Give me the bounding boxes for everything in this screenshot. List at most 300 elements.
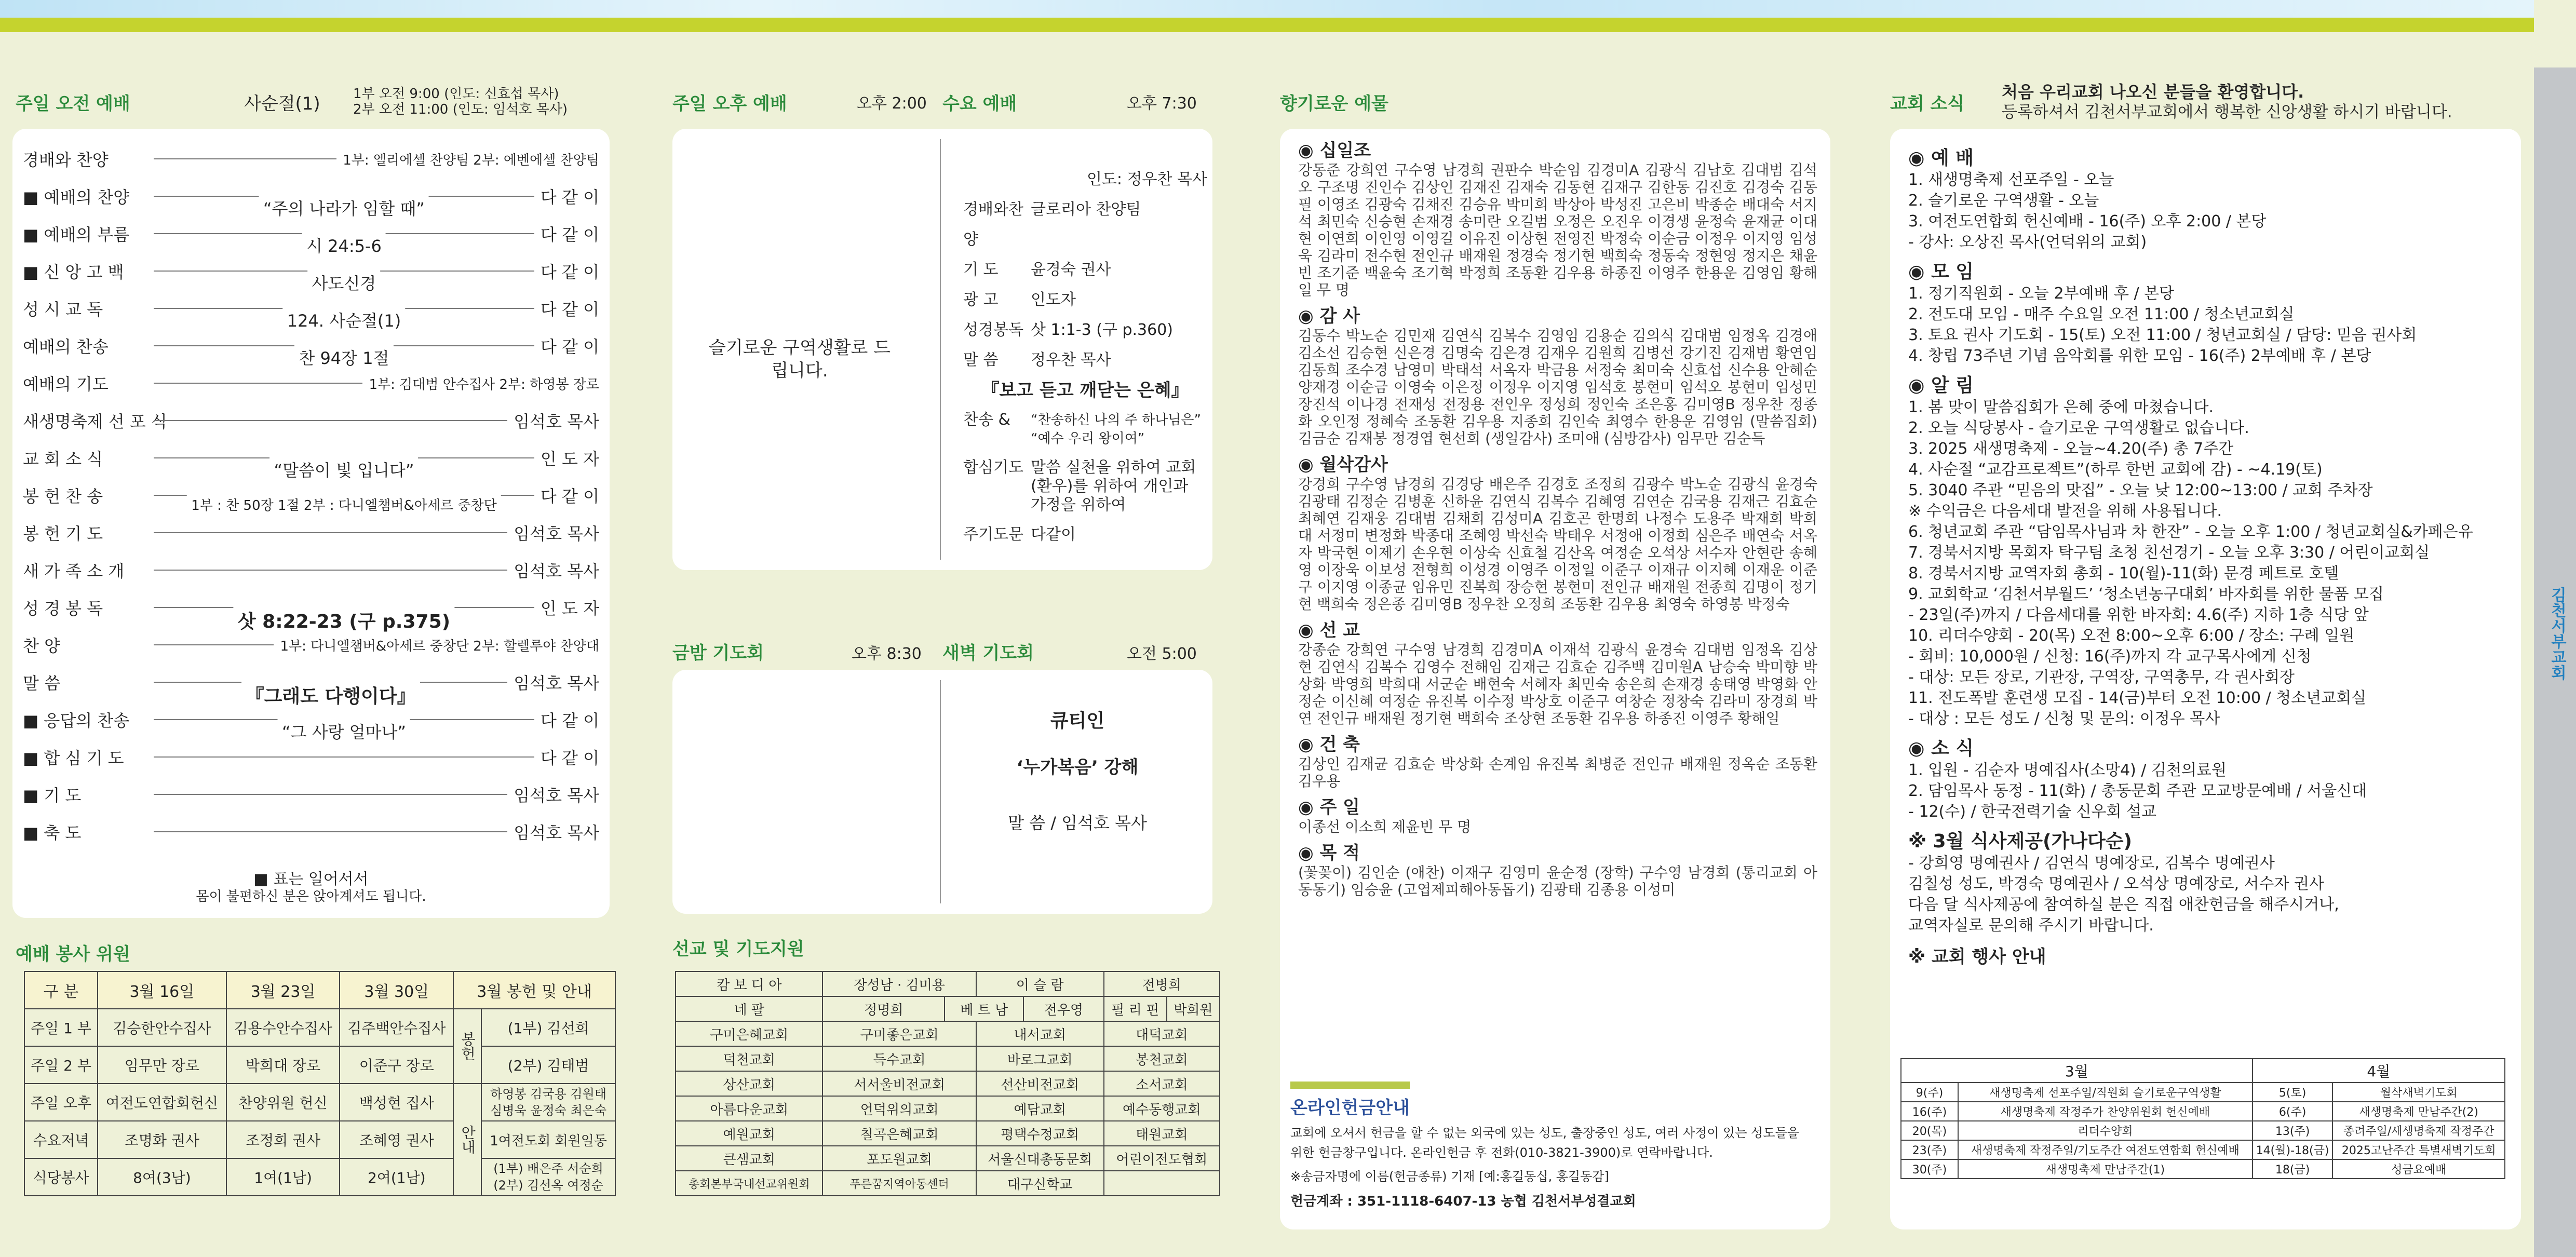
order-label: ■ 신 앙 고 백: [23, 262, 124, 282]
order-label: 봉 헌 기 도: [23, 524, 103, 544]
order-leader-line: [154, 570, 507, 571]
supported-church: 상산교회: [676, 1071, 822, 1096]
news-item: 11. 전도폭발 훈련생 모집 - 14(금)부터 오전 10:00 / 청소년교회실: [1908, 689, 2367, 707]
order-of-worship-card: [12, 129, 610, 918]
wed-hymn-label: 찬송 &: [963, 411, 1010, 429]
event-desc: 새생명축제 작정주가 찬양위원회 헌신예배: [1958, 1102, 2253, 1121]
event-desc: 새생명축제 만남주간(2): [2332, 1102, 2505, 1121]
wed-order-value: 글로리아 찬양팀: [1031, 200, 1141, 219]
servers-cell: 조명화 권사: [98, 1121, 226, 1158]
news-item: - 대상: 모든 장로, 기관장, 구역장, 구역총무, 각 권사회장: [1908, 668, 2295, 686]
supported-church: 서울신대총동문회: [976, 1146, 1104, 1171]
order-leader-line: [154, 420, 507, 421]
servers-header: 3월 30일: [340, 971, 453, 1009]
online-title: 온라인헌금안내: [1290, 1098, 1410, 1118]
order-label: ■ 응답의 찬송: [23, 711, 130, 731]
news-item: 1. 봄 맞이 말씀집회가 은혜 중에 마쳤습니다.: [1908, 398, 2214, 416]
worship-order-row: [23, 327, 599, 368]
church-row: [676, 1046, 1220, 1071]
supported-church: 포도원교회: [822, 1146, 976, 1171]
wed-order-value: 삿 1:1-3 (구 p.360): [1031, 321, 1174, 339]
dawn-time: 오전 5:00: [1127, 645, 1197, 663]
news-item: 2. 전도대 모임 - 매주 수요일 오전 11:00 / 청소년교회실: [1908, 305, 2295, 323]
wednesday-title: 수요 예배: [942, 93, 1017, 114]
order-label: 새생명축제 선 포 식: [23, 412, 167, 431]
order-leader-line: [154, 831, 507, 832]
guide-cell: 하영봉 김국용 김원태 심병욱 윤정숙 최은숙: [481, 1084, 615, 1121]
wed-order-label: 성경봉독: [963, 321, 1023, 339]
order-leader-line: [154, 532, 507, 533]
news-item: 1. 새생명축제 선포주일 - 오늘: [1908, 171, 2114, 189]
offering-card: [1280, 129, 1830, 1229]
servers-cell: 임무만 장로: [98, 1046, 226, 1084]
order-label: 성 경 봉 독: [23, 599, 103, 618]
event-date: 14(월)-18(금): [2253, 1140, 2333, 1159]
order-presider: 다 같 이: [540, 748, 599, 768]
news-item: 10. 리더수양회 - 20(목) 오전 8:00~오후 6:00 / 장소: 구례 일원: [1908, 627, 2355, 645]
side-tab: [2534, 67, 2576, 1257]
annae-label: 안내: [453, 1084, 481, 1196]
news-item: 9. 교회학교 ‘김천서부월드’ ‘청소년농구대회’ 바자회를 위한 물품 모집: [1908, 585, 2384, 603]
order-presider: 인 도 자: [540, 449, 599, 469]
servers-table: [24, 971, 616, 1196]
event-row: [1901, 1083, 2505, 1102]
worship-order-row: [23, 439, 599, 480]
event-row: [1901, 1121, 2505, 1140]
order-leader-line: [154, 271, 534, 293]
order-content: 124. 사순절(1): [283, 308, 406, 332]
event-date: 16(주): [1901, 1102, 1958, 1121]
news-item: 3. 2025 새생명축제 - 오늘~4.20(주) 총 7주간: [1908, 440, 2234, 458]
order-label: ■ 축 도: [23, 823, 82, 843]
missions-table: [675, 971, 1220, 1196]
mission-country: 네 팔: [676, 996, 822, 1021]
event-desc: 성금요예배: [2332, 1159, 2505, 1179]
service-time-1: 1부 오전 9:00 (인도: 신효섭 목사): [353, 86, 559, 102]
events-table: [1900, 1058, 2505, 1179]
supported-church: 태원교회: [1104, 1121, 1220, 1146]
order-presider: 다 같 이: [540, 187, 599, 207]
order-leader-line: [154, 345, 534, 368]
dawn-series: ‘누가복음’ 강해: [1016, 757, 1139, 778]
guide-cell: (1부) 배은주 서순희 (2부) 김선옥 여정순: [481, 1158, 615, 1196]
order-leader-line: [154, 196, 534, 219]
wednesday-time: 오후 7:30: [1127, 94, 1197, 113]
wednesday-order: [963, 141, 1207, 550]
season-label: 사순절(1): [244, 93, 320, 114]
servers-cell: 2여(1남): [340, 1158, 453, 1196]
sky-banner: [0, 0, 2534, 18]
servers-title: 예배 봉사 위원: [16, 944, 130, 965]
order-label: ■ 예배의 찬양: [23, 187, 130, 207]
worship-order-row: [23, 626, 599, 664]
welcome-1: 처음 우리교회 나오신 분들을 환영합니다.: [2002, 82, 2304, 102]
news-item: - 회비: 10,000원 / 신청: 16(주)까지 각 교구목사에게 신청: [1908, 647, 2312, 666]
worship-order-row: [23, 589, 599, 632]
news-item: 2. 담임목사 동정 - 11(화) / 총동문회 주관 모교방문예배 / 서울신대: [1908, 782, 2367, 800]
servers-cell: 식당봉사: [24, 1158, 98, 1196]
servers-cell: 조정희 권사: [226, 1121, 340, 1158]
order-presider: 임석호 목사: [514, 524, 599, 544]
order-label: ■ 기 도: [23, 786, 82, 805]
worship-order-row: [23, 477, 599, 514]
servers-header: 3월 16일: [98, 971, 226, 1009]
servers-header: 3월 23일: [226, 971, 340, 1009]
event-row: [1901, 1159, 2505, 1179]
news-item: - 강희영 명예권사 / 김연식 명예장로, 김복수 명예권사: [1908, 854, 2275, 872]
order-content: 찬 94장 1절: [294, 345, 393, 369]
church-row: [676, 1121, 1220, 1146]
supported-church: 대구신학교: [976, 1171, 1104, 1196]
online-accent: [1290, 1082, 1410, 1089]
events-title: ※ 교회 행사 안내: [1908, 947, 2046, 967]
order-label: 교 회 소 식: [23, 449, 103, 469]
news-item: 2. 오늘 식당봉사 - 슬기로운 구역생활로 없습니다.: [1908, 419, 2249, 437]
event-row: [1901, 1140, 2505, 1159]
worship-order-row: [23, 776, 599, 813]
order-presider: 임석호 목사: [514, 561, 599, 581]
wed-order-row: [963, 345, 1207, 375]
order-leader-line: [154, 383, 362, 384]
supported-church: 구미좋은교회: [822, 1021, 976, 1046]
supported-church: 언덕위의교회: [822, 1096, 976, 1121]
event-date: 5(토): [2253, 1083, 2333, 1102]
offering-names: 이종선 이소희 제윤빈 무 명: [1298, 818, 1472, 835]
order-label: 경배와 찬양: [23, 150, 109, 170]
order-content: 시 24:5-6: [302, 233, 386, 257]
order-content: “말씀이 빛 입니다”: [270, 457, 419, 481]
servers-cell: 주일 1 부: [24, 1009, 98, 1046]
event-date: 30(주): [1901, 1159, 1958, 1179]
online-text: 교회에 오셔서 헌금을 할 수 없는 외국에 있는 성도, 출장중인 성도, 여러 사정이 있는 성도들을 위한 헌금창구입니다. 온라인헌금 후 전화(010-3821-3900)로 연락바랍니다.: [1290, 1126, 1799, 1160]
wed-order-value: 정우찬 목사: [1031, 351, 1111, 369]
events-month: 3월: [1901, 1059, 2253, 1083]
supported-church: 평택수정교회: [976, 1121, 1104, 1146]
mission-country: 필 리 핀: [1104, 996, 1167, 1021]
standing-note-sub: 몸이 불편하신 분은 앉아계셔도 됩니다.: [196, 889, 426, 904]
afternoon-title: 주일 오후 예배: [672, 93, 787, 114]
order-presider: 1부: 김대범 안수집사 2부: 하영봉 장로: [369, 376, 599, 393]
supported-church: 득수교회: [822, 1046, 976, 1071]
worship-order-row: [23, 215, 599, 256]
news-item: 김칠성 성도, 박경숙 명예권사 / 오석상 명예장로, 서수자 권사: [1908, 875, 2324, 893]
order-presider: 다 같 이: [540, 337, 599, 357]
guide-cell: 1여전도회 회원일동: [481, 1121, 615, 1158]
wed-order-label: 경배와찬양: [963, 200, 1023, 249]
news-item: - 대상 : 모든 성도 / 신청 및 문의: 이정우 목사: [1908, 710, 2220, 728]
order-leader-line: [154, 719, 534, 742]
event-desc: 새생명축제 만남주간(1): [1958, 1159, 2253, 1179]
order-leader-line: [154, 756, 534, 758]
event-date: 9(주): [1901, 1083, 1958, 1102]
order-presider: 다 같 이: [540, 225, 599, 245]
order-label: 말 씀: [23, 673, 60, 693]
wed-pray-label: 합심기도: [963, 458, 1023, 477]
servers-cell: 조혜영 권사: [340, 1121, 453, 1158]
order-leader-line: [154, 308, 534, 331]
supported-church: 소서교회: [1104, 1071, 1220, 1096]
event-desc: 종려주일/새생명축제 작정주간: [2332, 1121, 2505, 1140]
mission-country: 베 트 남: [945, 996, 1023, 1021]
order-leader-line: [154, 794, 507, 795]
order-leader-line: [154, 457, 534, 480]
offering-group-title: ◉ 목 적: [1298, 843, 1360, 863]
news-item: 6. 청년교회 주관 “담임목사님과 차 한잔” - 오늘 오후 1:00 / 청년교회실&카페은유: [1908, 523, 2473, 541]
order-presider: 다 같 이: [540, 486, 599, 506]
mission-people: 박희원: [1167, 996, 1220, 1021]
supported-church: 대덕교회: [1104, 1021, 1220, 1046]
missions-title: 선교 및 기도지원: [672, 939, 804, 959]
order-label: ■ 예배의 부름: [23, 225, 130, 245]
order-leader-line: [154, 682, 507, 707]
worship-order-row: [23, 738, 599, 776]
offering-group-title: ◉ 감 사: [1298, 306, 1360, 327]
servers-cell: 주일 2 부: [24, 1046, 98, 1084]
order-presider: 1부: 엘리에셀 찬양팀 2부: 에벤에셀 찬양팀: [343, 152, 599, 168]
news-item: 1. 정기직원회 - 오늘 2부예배 후 / 본당: [1908, 285, 2175, 303]
bong-label: 봉헌: [453, 1009, 481, 1084]
news-title: 교회 소식: [1890, 93, 1965, 114]
offering-group-title: ◉ 건 축: [1298, 734, 1360, 755]
order-label: 예배의 찬송: [23, 337, 109, 357]
church-row: [676, 1171, 1220, 1196]
news-section-title: ◉ 예 배: [1908, 147, 1974, 169]
wed-order-label: 기 도: [963, 261, 999, 279]
order-label: 봉 헌 찬 송: [23, 486, 103, 506]
order-content: 1부 : 찬 50장 1절 2부 : 다니엘챔버&아세르 중창단: [187, 495, 501, 514]
event-row: [1901, 1102, 2505, 1121]
worship-order-row: [23, 813, 599, 850]
mission-people: 전우영: [1023, 996, 1103, 1021]
news-item: 4. 사순절 “교감프로젝트”(하루 한번 교회에 감) - ~4.19(토): [1908, 461, 2323, 479]
supported-church: 아름다운교회: [676, 1096, 822, 1121]
order-presider: 다 같 이: [540, 262, 599, 282]
church-row: [676, 1096, 1220, 1121]
afternoon-wednesday-card: [672, 129, 1212, 570]
worship-order-row: [23, 701, 599, 742]
event-desc: 새생명축제 작정주일/기도주간 여전도연합회 헌신예배: [1958, 1140, 2253, 1159]
church-name-vertical: 김천서부교회: [2548, 587, 2566, 680]
supported-church: 구미은혜교회: [676, 1021, 822, 1046]
servers-cell: 찬양위원 헌신: [226, 1084, 340, 1121]
order-content: “주의 나라가 임할 때”: [259, 196, 429, 220]
wed-order-row: [963, 195, 1207, 255]
offering-group-title: ◉ 주 일: [1298, 797, 1360, 818]
news-card: [1890, 129, 2521, 1229]
news-item: 2. 슬기로운 구역생활 - 오늘: [1908, 192, 2099, 210]
event-date: 20(목): [1901, 1121, 1958, 1140]
offering-names: 강경희 구수영 남경희 김경당 배은주 김경호 조정희 김광수 박노순 김광식 윤경숙 김광태 김정순 김병훈 신하윤 김연식 김복수 김혜영 김연순 김국용 김재근 김효순 최혜연 김재웅 김대범 김채희 김성미A 김호곤 한명희 나정수 도용주 박재희 박희대 서정미 변정화 박종대 조혜영 박선숙 박태우 서정애 이정희 심은주 배연숙 서옥자 박국현 이제기 손우현 이상숙 신효철 김산옥 여정순 오석상 서수자 안현란 송혜영 이장욱 이보성 전형희 이성경 이영주 이정일 이준구 이재규 이지혜 이재운 이준구 이지영 이종균 임유민 진복희 장승현 봉현미 전인규 배재원 전종희 김명이 정기현 백희숙 정은종 김미영B 정우찬 오정희 조동환 김우용 최영숙 하영봉 박정숙: [1298, 476, 1817, 613]
wed-hymn: “찬송하신 나의 주 하나님은” “예수 우리 왕이여”: [1031, 412, 1202, 447]
event-desc: 2025고난주간 특별새벽기도회: [2332, 1140, 2505, 1159]
qt-label: 큐티인: [1050, 710, 1105, 732]
order-content: 삿 8:22-23 (구 p.375): [234, 607, 454, 633]
supported-church: 칠곡은혜교회: [822, 1121, 976, 1146]
supported-church: 총회본부국내선교위원회: [676, 1171, 822, 1196]
mission-country: 이 슬 람: [976, 971, 1104, 996]
order-leader-line: [154, 644, 274, 645]
order-content: 사도신경: [308, 271, 381, 294]
wed-order-row: [963, 255, 1207, 285]
wed-order-row: [963, 285, 1207, 315]
supported-church: 서서울비전교회: [822, 1071, 976, 1096]
offering-names: 김동수 박노순 김민재 김연식 김복수 김영임 김용순 김의식 김대범 임정옥 김경애 김소선 김승현 신은경 김명숙 김은경 김재우 김원희 김병선 강기진 김재범 황연임 김동희 조수경 남영미 박태석 서옥자 박금용 서정숙 최미숙 신효섭 신수용 안혜순 양재경 이순금 이영숙 이은정 이정우 이지영 임석호 봉현미 임석오 봉현미 임성민 장진석 이나경 전재성 전정용 전인우 정성희 정인숙 조은홍 김미영B 정우찬 정종화 오인정 정혜숙 조동환 김우용 지종희 김인숙 최영수 한용운 김영임 (말씀집회) 김금순 김재봉 정경엽 현선희 (생일감사) 조미애 (심방감사) 임무만 김순득: [1298, 327, 1817, 447]
friday-title: 금밤 기도회: [672, 643, 764, 664]
offering-group-title: ◉ 십일조: [1298, 140, 1371, 161]
servers-header: 구 분: [24, 971, 98, 1009]
supported-church: 예원교회: [676, 1121, 822, 1146]
welcome-2: 등록하셔서 김천서부교회에서 행복한 신앙생활 하시기 바랍니다.: [2002, 103, 2452, 121]
wed-order-value: 인도자: [1031, 291, 1076, 309]
supported-church: 큰샘교회: [676, 1146, 822, 1171]
order-leader-line: [154, 233, 534, 256]
mission-people: 장성남 · 김미용: [822, 971, 976, 996]
wed-pray: 말씀 실천을 위하여 교회(환우)를 위하여 개인과 가정을 위하여: [1031, 458, 1196, 514]
offering-names: (꽃꽂이) 김인순 (애찬) 이재구 김영미 윤순정 (장학) 구수영 남경희 (통리교회 아동동기) 임승윤 (고엽제피해아동돕기) 김광태 김종용 이성미: [1298, 864, 1817, 898]
order-presider: 다 같 이: [540, 711, 599, 731]
wed-leader: 인도: 정우찬 목사: [1086, 170, 1207, 188]
servers-cell: 백성현 집사: [340, 1084, 453, 1121]
news-item: ※ 수익금은 다음세대 발전을 위해 사용됩니다.: [1908, 502, 2222, 520]
event-date: 18(금): [2253, 1159, 2333, 1179]
supported-church: [1104, 1171, 1220, 1196]
order-presider: 인 도 자: [540, 599, 599, 618]
news-item: 3. 토요 권사 기도회 - 15(토) 오전 11:00 / 청년교회실 / 담당: 믿음 권사회: [1908, 326, 2417, 344]
worship-order-row: [23, 140, 599, 178]
church-row: [676, 1071, 1220, 1096]
servers-cell: 주일 오후: [24, 1084, 98, 1121]
news-item: 8. 경북서지방 교역자회 총회 - 10(월)-11(화) 문경 페트로 호텔: [1908, 564, 2339, 583]
friday-time: 오후 8:30: [852, 645, 922, 663]
afternoon-text: 슬기로운 구역생활로 드립니다.: [708, 337, 891, 381]
event-desc: 새생명축제 선포주일/직원회 슬기로운구역생활: [1958, 1083, 2253, 1102]
mission-people: 정명희: [822, 996, 945, 1021]
worship-order-row: [23, 664, 599, 707]
afternoon-time: 오후 2:00: [857, 94, 927, 113]
news-item: 5. 3040 주관 “믿음의 맛집” - 오늘 낮 12:00~13:00 / 교회 주차장: [1908, 481, 2373, 499]
standing-note: ■ 표는 일어서서: [253, 870, 369, 888]
news-item: 교역자실로 문의해 주시기 바랍니다.: [1908, 916, 2154, 935]
order-presider: 임석호 목사: [514, 412, 599, 431]
news-section-title: ◉ 알 림: [1908, 375, 1974, 396]
servers-cell: 1여(1남): [226, 1158, 340, 1196]
supported-church: 내서교회: [976, 1021, 1104, 1046]
news-item: - 12(수) / 한국전력기술 신우회 설교: [1908, 803, 2156, 821]
account-info: 헌금계좌 : 351-1118-6407-13 농협 김천서부성결교회: [1290, 1194, 1636, 1209]
news-section-title: ◉ 모 임: [1908, 261, 1974, 282]
servers-cell: 8여(3남): [98, 1158, 226, 1196]
servers-cell: 박희대 장로: [226, 1046, 340, 1084]
order-content: “그 사랑 얼마나”: [278, 719, 410, 743]
order-leader-line: [154, 158, 336, 159]
wed-order-label: 말 씀: [963, 351, 999, 369]
service-time-2: 2부 오전 11:00 (인도: 임석호 목사): [353, 102, 568, 117]
event-desc: 월삭새벽기도회: [2332, 1083, 2505, 1102]
prayer-card: [672, 670, 1212, 914]
news-item: 7. 경북서지방 목회자 탁구팀 초청 친선경기 - 오늘 오후 3:30 / 어린이교회실: [1908, 544, 2430, 562]
guide-cell: (1부) 김선희: [481, 1009, 615, 1046]
event-date: 23(주): [1901, 1140, 1958, 1159]
news-item: - 강사: 오상진 목사(언덕위의 교회): [1908, 233, 2147, 251]
offering-group-title: ◉ 월삭감사: [1298, 454, 1388, 475]
order-presider: 임석호 목사: [514, 786, 599, 805]
dawn-preacher: 말 씀 / 임석호 목사: [1008, 813, 1147, 833]
servers-header: 3월 봉헌 및 안내: [453, 971, 615, 1009]
order-label: 새 가 족 소 개: [23, 561, 125, 581]
servers-cell: 여전도연합회헌신: [98, 1084, 226, 1121]
offering-title: 향기로운 예물: [1280, 93, 1388, 114]
supported-church: 푸른꿈지역아동센터: [822, 1171, 976, 1196]
order-presider: 임석호 목사: [514, 673, 599, 693]
news-item: - 23일(주)까지 / 다음세대를 위한 바자회: 4.6(주) 지하 1층 식당 앞: [1908, 606, 2369, 624]
order-presider: 다 같 이: [540, 300, 599, 319]
guide-cell: (2부) 김태범: [481, 1046, 615, 1084]
news-section-title: ※ 3월 식사제공(가나다순): [1908, 831, 2133, 852]
servers-cell: 김승한안수집사: [98, 1009, 226, 1046]
order-content: 『그래도 다행이다』: [241, 682, 420, 708]
green-band: [0, 18, 2534, 32]
wed-order-label: 광 고: [963, 291, 999, 309]
order-label: 찬 양: [23, 636, 60, 656]
worship-order-row: [23, 364, 599, 402]
worship-order-row: [23, 290, 599, 331]
servers-cell: 수요저녁: [24, 1121, 98, 1158]
wed-order-value: 윤경숙 권사: [1031, 261, 1111, 279]
offering-names: 김상인 김재균 김효순 박상화 손계임 유진복 최병준 전인규 배재원 정옥순 조동환 김우용: [1298, 755, 1817, 790]
wed-order-row: [963, 315, 1207, 345]
news-item: 1. 입원 - 김순자 명예집사(소망4) / 김천의료원: [1908, 761, 2227, 779]
church-row: [676, 1021, 1220, 1046]
order-leader-line: [154, 607, 534, 632]
morning-title: 주일 오전 예배: [16, 93, 130, 114]
order-presider: 임석호 목사: [514, 823, 599, 843]
supported-church: 덕천교회: [676, 1046, 822, 1071]
wed-lord: 다같이: [1031, 525, 1076, 544]
servers-cell: 김주백안수집사: [340, 1009, 453, 1046]
supported-church: 예담교회: [976, 1096, 1104, 1121]
divider: [940, 139, 941, 560]
wed-lord-label: 주기도문: [963, 525, 1023, 544]
offering-names: 강종순 강희연 구수영 남경희 김경미A 이재석 김광식 윤경숙 김대범 임정옥 김상현 김연식 김복수 김영수 전해임 김재근 김효순 김주백 김미원A 남승숙 박미향 박상화 박영희 박희대 서군순 배현숙 서혜자 최민숙 송은희 손재경 송태영 박영화 안정순 이신혜 여정순 유진복 이수정 박상호 이준구 여창순 정창숙 김라미 장경희 박 연 전인규 배재원 정기현 백희숙 조상현 조동환 김우용 하종진 이영주 황해일: [1298, 641, 1817, 727]
supported-church: 선산비전교회: [976, 1071, 1104, 1096]
worship-order-row: [23, 178, 599, 219]
supported-church: 예수동행교회: [1104, 1096, 1220, 1121]
events-month: 4월: [2253, 1059, 2505, 1083]
news-item: 4. 창립 73주년 기념 음악회를 위한 모임 - 16(주) 2부예배 후 / 본당: [1908, 347, 2371, 365]
supported-church: 바로그교회: [976, 1046, 1104, 1071]
servers-cell: 김용수안수집사: [226, 1009, 340, 1046]
order-label: 예배의 기도: [23, 374, 109, 394]
news-item: 3. 여전도연합회 헌신예배 - 16(주) 오후 2:00 / 본당: [1908, 212, 2267, 231]
event-date: 13(주): [2253, 1121, 2333, 1140]
offering-names: 강동준 강희연 구수영 남경희 권판수 박순임 김경미A 김광식 김남호 김대범 김석오 구조명 진인수 김상인 김재진 김재숙 김동현 김재구 김한동 김진호 김경숙 김동필 이영조 김광숙 김채진 김승유 박미희 박상아 박성진 고은비 박종순 배대숙 서지석 최민숙 신승현 손재경 송미란 오길범 오정은 오진우 이경생 윤정숙 윤재균 이대현 이연희 이인영 이영길 이유진 이상현 전영진 박정숙 이순금 이정우 이지영 임성욱 김라미 전수현 전인규 배재원 정경숙 정기현 백희숙 정동숙 정현영 정지은 채윤빈 조기준 백윤숙 조기혁 박정희 조동환 김우용 하종진 이영주 한용운 김영임 황해일 무 명: [1298, 161, 1817, 299]
offering-group-title: ◉ 선 교: [1298, 620, 1360, 641]
worship-order-row: [23, 551, 599, 589]
dawn-title: 새벽 기도회: [942, 643, 1034, 664]
news-section-title: ◉ 소 식: [1908, 738, 1974, 759]
worship-order-row: [23, 514, 599, 551]
worship-order-row: [23, 402, 599, 439]
supported-church: 봉천교회: [1104, 1046, 1220, 1071]
servers-cell: 이준구 장로: [340, 1046, 453, 1084]
order-label: ■ 합 심 기 도: [23, 748, 124, 768]
order-leader-line: [154, 495, 534, 513]
wed-sermon: 『보고 듣고 깨닫는 은혜』: [981, 380, 1189, 401]
supported-church: 어린이전도협회: [1104, 1146, 1220, 1171]
online-note: ※송금자명에 이름(헌금종류) 기재 [예:홍길동십, 홍길동감]: [1290, 1169, 1609, 1184]
news-item: 다음 달 식사제공에 참여하실 분은 직접 애찬헌금을 해주시거나,: [1908, 896, 2339, 914]
mission-country: 캄 보 디 아: [676, 971, 822, 996]
